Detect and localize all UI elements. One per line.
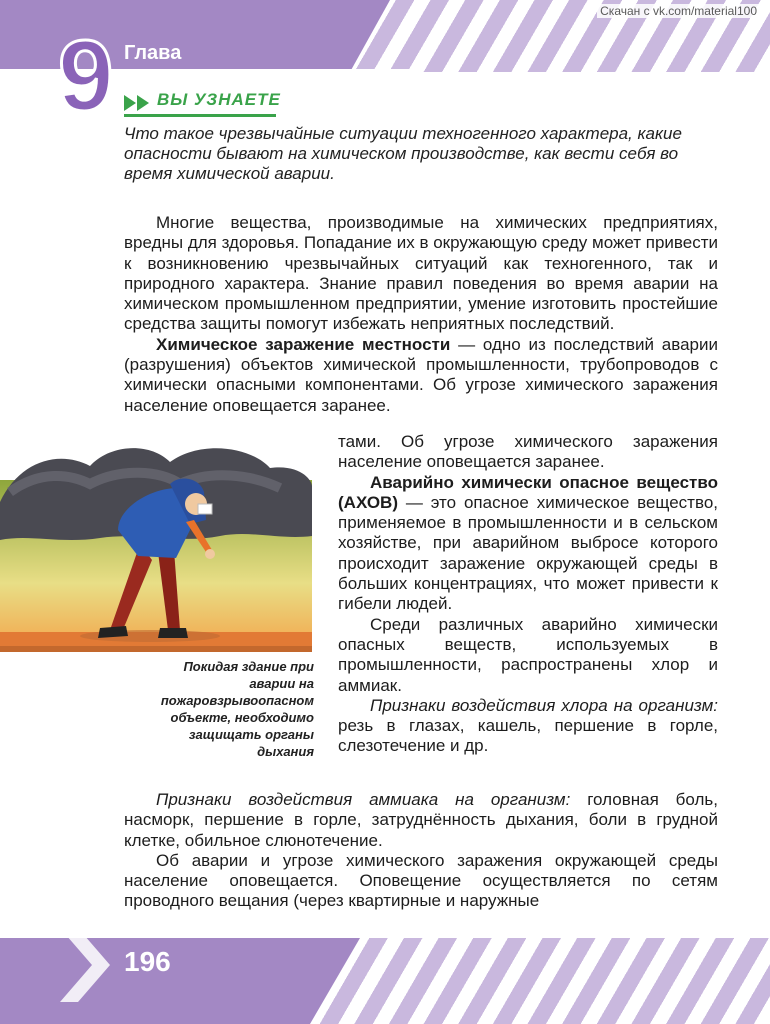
paragraph-2: [124, 335, 718, 416]
paragraph-3-text: — это опасное химическое вещество, применяемое в промышленности и в сельском хозяйстве, при аварийном выбросе которого происходит заражение окружающей среды в больших концентрациях, что может привести к гибели людей.: [338, 492, 718, 614]
footer-stripes: [300, 938, 770, 1024]
paragraph-3: [338, 473, 718, 615]
paragraph-2-continued: тами. Об угрозе химического заражения население оповещается заранее.: [338, 432, 718, 472]
intro-text: Что такое чрезвычайные ситуации техногенного характера, какие опасности бывают на химическом производстве, как вести себя во время химической аварии.: [124, 124, 682, 183]
figure-caption: Покидая здание при аварии на пожаровзрывоопасном объекте, необходимо защищать органы дыхания: [160, 659, 314, 759]
paragraph-7: Об аварии и угрозе химического заражения окружающей среды население оповещается. Оповещение осуществляется по сетям проводного вещания (через квартирные и наружные: [124, 850, 718, 911]
chapter-number: 9: [58, 20, 114, 132]
learn-heading: ВЫ УЗНАЕТЕ: [157, 90, 281, 109]
term-akhov: Аварийно химически опасное вещество (АХОВ): [338, 472, 718, 512]
paragraph-2-text: — одно из последствий аварии (разрушения) объектов химической промышленности, трубопроводов с химически опасными компонентами. Об угрозе химического заражения население оповещается заранее.: [124, 334, 718, 415]
chevron-right-icon: [60, 928, 110, 1002]
footer-purple-band: [0, 938, 360, 1024]
body-bottom: [124, 790, 718, 912]
learn-underline: [124, 114, 276, 117]
term-chlorine-signs: Признаки воздействия хлора на организм:: [370, 695, 718, 715]
paragraph-5-text: резь в глазах, кашель, першение в горле, слезотечение и др.: [338, 716, 718, 756]
page-number: 196: [124, 946, 171, 977]
term-chemical-contamination: Химическое заражение местности: [156, 334, 451, 354]
paragraph-6-text: головная боль, насморк, першение в горле, затруднённость дыхания, боли в грудной клетке, обильное слюнотечение.: [124, 790, 718, 850]
body-top: [124, 213, 718, 416]
paragraph-5: [338, 696, 718, 757]
paragraph-4: Среди различных аварийно химически опасных веществ, используемых в промышленности, распространены хлор и аммиак.: [338, 614, 718, 695]
double-arrow-icon: [124, 93, 154, 113]
footer-bar: [0, 938, 770, 1024]
source-note: Скачан с vk.com/material100: [597, 4, 760, 18]
chapter-label: Глава: [124, 42, 182, 64]
term-ammonia-signs: Признаки воздействия аммиака на организм:: [156, 790, 571, 809]
paragraph-6: [124, 790, 718, 851]
body-right-column: [338, 432, 718, 757]
paragraph-1: Многие вещества, производимые на химических предприятиях, вредны для здоровья. Попадание их в окружающую среду может привести к возникновению чрезвычайных ситуаций как техногенного, так и природного характера. Знание правил поведения во время аварии на химическом промышленном предприятии, умение изготовить простейшие средства защиты помогут избежать неприятных последствий.: [124, 213, 718, 334]
illustration-person-leaving-building: [0, 440, 312, 652]
